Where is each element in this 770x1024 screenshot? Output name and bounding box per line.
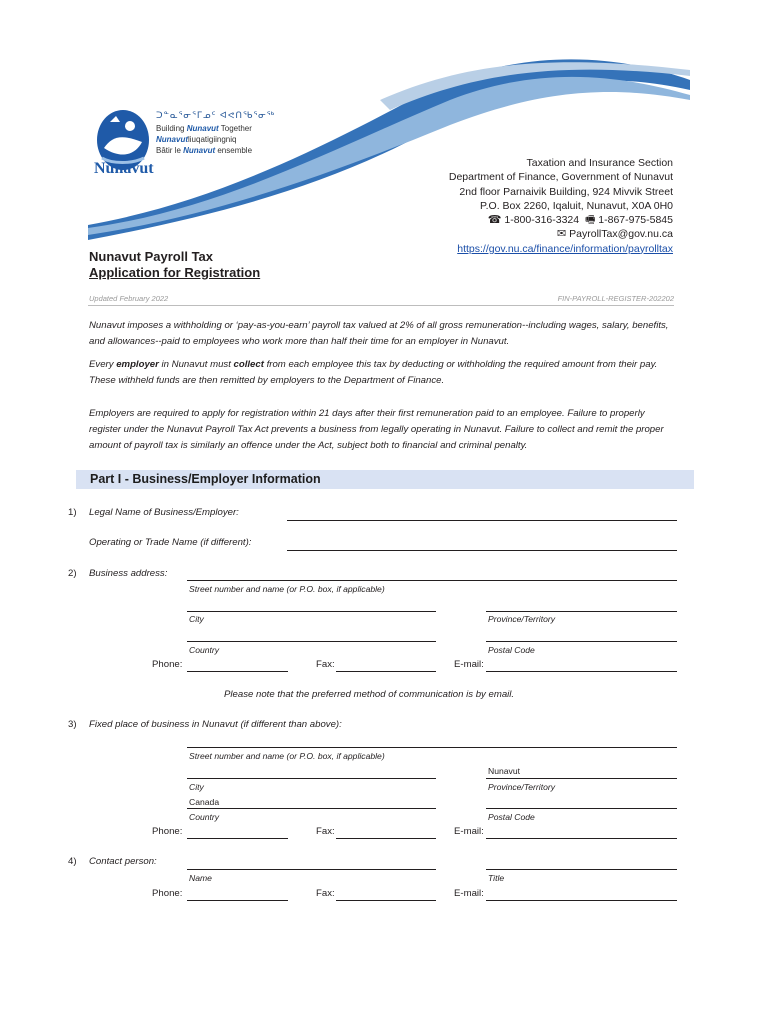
department-name: Department of Finance, Government of Nunavut xyxy=(448,171,673,184)
q2-phone-input[interactable] xyxy=(187,671,288,672)
q3-street-caption: Street number and name (or P.O. box, if applicable) xyxy=(189,751,385,761)
email-icon: ✉ xyxy=(557,228,567,241)
q3-street-input[interactable] xyxy=(187,747,677,748)
building-address: 2nd floor Parnaivik Building, 924 Mivvik Street xyxy=(459,185,673,198)
q2-province-caption: Province/Territory xyxy=(488,614,556,624)
intro-paragraph-3: Employers are required to apply for registration within 21 days after their first remuneration paid to an employee. Failure to properly register under the Nunavut Payroll Tax Act prevents a business from legally operating in Nunavut. Failure to collect and remit the proper amount of payroll tax is similarly an offence under the Act, subject both to financial and criminal penalty. xyxy=(89,408,664,451)
q2-postal-caption: Postal Code xyxy=(488,645,535,655)
q3-province-input[interactable] xyxy=(486,778,677,779)
q4-phone-label: Phone: xyxy=(152,888,183,899)
email-preference-note: Please note that the preferred method of communication is by email. xyxy=(224,689,515,700)
po-box: P.O. Box 2260, Iqaluit, Nunavut, X0A 0H0 xyxy=(479,199,673,212)
q3-country-value[interactable]: Canada xyxy=(189,797,220,807)
q3-email-label: E-mail: xyxy=(454,826,484,837)
business-address-label: Business address: xyxy=(89,568,168,579)
q2-city-input[interactable] xyxy=(187,611,436,612)
contact-title-input[interactable] xyxy=(486,869,677,870)
fax-number: 1-867-975-5845 xyxy=(598,214,673,227)
part-1-heading: Part I - Business/Employer Information xyxy=(90,472,321,486)
q3-phone-label: Phone: xyxy=(152,826,183,837)
nunavut-logo xyxy=(92,104,282,184)
contact-address-block xyxy=(449,156,673,256)
q3-phone-input[interactable] xyxy=(187,838,288,839)
form-title xyxy=(89,249,260,281)
q2-email-label: E-mail: xyxy=(454,659,484,670)
q2-province-input[interactable] xyxy=(486,611,677,612)
form-title-sub: Application for Registration xyxy=(89,265,261,280)
q3-province-caption: Province/Territory xyxy=(488,782,556,792)
logo-tagline-english: Building Nunavut Together xyxy=(156,124,252,133)
form-code: FIN-PAYROLL-REGISTER-202202 xyxy=(557,294,674,303)
q3-fax-input[interactable] xyxy=(336,838,436,839)
trade-name-label: Operating or Trade Name (if different): xyxy=(89,537,252,548)
q4-phone-input[interactable] xyxy=(187,900,288,901)
phone-fax-line xyxy=(449,213,673,227)
phone-number: 1-800-316-3324 xyxy=(504,214,580,227)
phone-icon: ☎ xyxy=(487,214,502,227)
contact-name-caption: Name xyxy=(189,873,212,883)
q4-fax-input[interactable] xyxy=(336,900,436,901)
payroll-tax-url-link[interactable]: https://gov.nu.ca/finance/information/payrolltax xyxy=(457,242,673,255)
q3-country-caption: Country xyxy=(189,812,220,822)
q3-country-input[interactable] xyxy=(187,808,436,809)
fixed-place-label: Fixed place of business in Nunavut (if different than above): xyxy=(89,719,342,730)
q3-province-value[interactable]: Nunavut xyxy=(488,766,521,776)
q4-number: 4) xyxy=(68,856,77,867)
contact-person-label: Contact person: xyxy=(89,856,157,867)
q3-postal-input[interactable] xyxy=(486,808,677,809)
q2-city-caption: City xyxy=(189,614,204,624)
q2-street-caption: Street number and name (or P.O. box, if applicable) xyxy=(189,584,385,594)
q2-postal-input[interactable] xyxy=(486,641,677,642)
section-name: Taxation and Insurance Section xyxy=(526,157,673,169)
email-line xyxy=(449,227,673,241)
contact-title-caption: Title xyxy=(488,873,505,883)
trade-name-input[interactable] xyxy=(287,550,677,551)
q2-country-caption: Country xyxy=(189,645,220,655)
updated-date: Updated February 2022 xyxy=(89,294,169,303)
q2-email-input[interactable] xyxy=(486,671,677,672)
q3-city-input[interactable] xyxy=(187,778,436,779)
contact-email: PayrollTax@gov.nu.ca xyxy=(569,228,673,241)
q3-city-caption: City xyxy=(189,782,204,792)
legal-name-input[interactable] xyxy=(287,520,677,521)
q3-number: 3) xyxy=(68,719,77,730)
q3-fax-label: Fax: xyxy=(316,826,335,837)
q2-street-input[interactable] xyxy=(187,580,677,581)
q2-country-input[interactable] xyxy=(187,641,436,642)
q4-email-label: E-mail: xyxy=(454,888,484,899)
logo-tagline-inuktitut: Nunavutliuqatigiingniq xyxy=(156,135,237,144)
intro-paragraph-1: Nunavut imposes a withholding or ‘pay-as-you-earn’ payroll tax valued at 2% of all gross remuneration--including wages, salary, benefits, and allowances--paid to employees who work more than half their time for an employer in Nunavut. xyxy=(89,320,669,347)
fax-icon: 🖷 xyxy=(584,214,596,227)
q2-number: 2) xyxy=(68,568,77,579)
logo-tagline-french: Bâtir le Nunavut ensemble xyxy=(156,146,253,155)
q4-email-input[interactable] xyxy=(486,900,677,901)
q4-fax-label: Fax: xyxy=(316,888,335,899)
legal-name-label: Legal Name of Business/Employer: xyxy=(89,507,239,518)
q2-fax-input[interactable] xyxy=(336,671,436,672)
q2-phone-label: Phone: xyxy=(152,659,183,670)
q2-fax-label: Fax: xyxy=(316,659,335,670)
intro-paragraph-2: Every employer in Nunavut must collect from each employee this tax by deducting or withholding the required amount from their pay. These withheld funds are then remitted by employers to the Department of Finance. xyxy=(89,359,658,386)
header-divider xyxy=(88,305,674,306)
q3-postal-caption: Postal Code xyxy=(488,812,535,822)
logo-syllabics: ᑐᓐᓇᕐᓂᕐᒥᓄᑦ ᐊᕙᑎᖃᕐᓂᖅ xyxy=(156,110,276,120)
contact-name-input[interactable] xyxy=(187,869,436,870)
part-1-heading-bar xyxy=(76,470,694,489)
form-title-main: Nunavut Payroll Tax xyxy=(89,249,214,264)
logo-wordmark: Nunavut xyxy=(94,160,154,177)
q3-email-input[interactable] xyxy=(486,838,677,839)
q1-number: 1) xyxy=(68,507,77,518)
